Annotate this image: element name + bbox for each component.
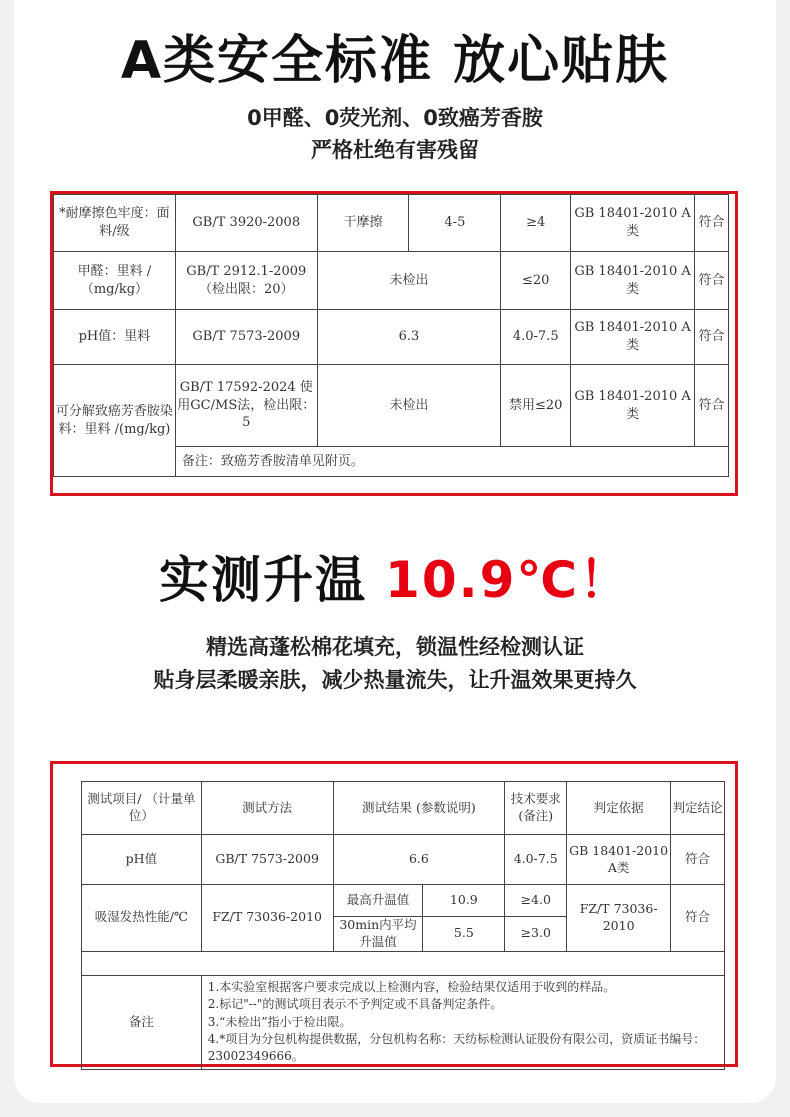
sub-item-cell: 30min内平均升温值 bbox=[333, 917, 423, 952]
item-cell: 吸湿发热性能/℃ bbox=[82, 885, 202, 952]
section-line-1: 精选高蓬松棉花填充，锁温性经检测认证 bbox=[206, 635, 584, 659]
item-cell: pH值：里料 bbox=[54, 310, 176, 365]
sub-item-cell: 最高升温值 bbox=[333, 885, 423, 917]
method-cell: GB/T 17592-2024 使用GC/MS法，检出限：5 bbox=[175, 365, 317, 447]
result-cell: 4-5 bbox=[409, 195, 501, 252]
basis-cell: GB 18401-2010 A类 bbox=[567, 835, 671, 885]
header-result: 测试结果 (参数说明) bbox=[333, 782, 505, 835]
verdict-cell: 符合 bbox=[694, 252, 728, 310]
basis-cell: FZ/T 73036-2010 bbox=[567, 885, 671, 952]
requirement-cell: 4.0-7.5 bbox=[501, 310, 571, 365]
method-cell: FZ/T 73036-2010 bbox=[201, 885, 333, 952]
note-line: 4.*项目为分包机构提供数据，分包机构名称：天纺标检测认证股份有限公司，资质证书编号：23002349666。 bbox=[207, 1031, 706, 1064]
note-line: 2.标记"--"的测试项目表示不予判定或不具备判定条件。 bbox=[207, 997, 503, 1012]
requirement-cell: ≥4 bbox=[501, 195, 571, 252]
table-row bbox=[54, 310, 729, 365]
subtitle-line-1: 0甲醛、0荧光剂、0致癌芳香胺 bbox=[247, 106, 543, 130]
verdict-cell: 符合 bbox=[671, 835, 725, 885]
result-cell: 10.9 bbox=[423, 885, 505, 917]
method-cell: GB/T 3920-2008 bbox=[175, 195, 317, 252]
method-cell: GB/T 7573-2009 bbox=[201, 835, 333, 885]
note-cell: 备注：致癌芳香胺清单见附页。 bbox=[175, 447, 728, 477]
requirement-cell: 4.0-7.5 bbox=[505, 835, 567, 885]
method-cell: GB/T 2912.1-2009 （检出限：20） bbox=[175, 252, 317, 310]
section-line-2: 贴身层柔暖亲肤，减少热量流失，让升温效果更持久 bbox=[153, 668, 637, 692]
notes-row bbox=[82, 975, 725, 1069]
note-line: 1.本实验室根据客户要求完成以上检测内容，检验结果仅适用于收到的样品。 bbox=[207, 979, 616, 994]
item-cell: *耐摩擦色牢度：面料/级 bbox=[54, 195, 176, 252]
temperature-highlight: 10.9℃！ bbox=[385, 551, 631, 609]
verdict-cell: 符合 bbox=[694, 310, 728, 365]
test-report-table-2 bbox=[50, 761, 738, 1067]
test-report-table-1 bbox=[50, 191, 738, 496]
result-cell: 未检出 bbox=[317, 365, 501, 447]
item-cell: 甲醛：里料 /（mg/kg） bbox=[54, 252, 176, 310]
verdict-cell: 符合 bbox=[694, 365, 728, 447]
section-title-text: 实测升温 bbox=[159, 551, 368, 609]
method-cell: GB/T 7573-2009 bbox=[175, 310, 317, 365]
item-cell: 可分解致癌芳香胺染料：里料 /(mg/kg) bbox=[54, 365, 176, 477]
requirement-cell: ≥3.0 bbox=[505, 917, 567, 952]
basis-cell: GB 18401-2010 A类 bbox=[571, 195, 695, 252]
table-header-row bbox=[82, 782, 725, 835]
table-row bbox=[54, 195, 729, 252]
header-basis: 判定依据 bbox=[567, 782, 671, 835]
table-row bbox=[82, 835, 725, 885]
spacer-cell bbox=[82, 951, 725, 975]
table-row bbox=[54, 365, 729, 447]
result-cell: 6.6 bbox=[333, 835, 505, 885]
item-cell: pH值 bbox=[82, 835, 202, 885]
heat-test-table bbox=[81, 781, 725, 1070]
sub-item-cell: 干摩擦 bbox=[317, 195, 409, 252]
header-requirement: 技术要求 (备注) bbox=[505, 782, 567, 835]
table-row bbox=[54, 252, 729, 310]
basis-cell: GB 18401-2010 A类 bbox=[571, 365, 695, 447]
basis-cell: GB 18401-2010 A类 bbox=[571, 310, 695, 365]
result-cell: 5.5 bbox=[423, 917, 505, 952]
table-row bbox=[82, 885, 725, 917]
header-verdict: 判定结论 bbox=[671, 782, 725, 835]
header-method: 测试方法 bbox=[201, 782, 333, 835]
page-title: A类安全标准 放心贴肤 bbox=[120, 31, 670, 91]
result-cell: 6.3 bbox=[317, 310, 501, 365]
subtitle-line-2: 严格杜绝有害残留 bbox=[311, 138, 479, 162]
basis-cell: GB 18401-2010 A类 bbox=[571, 252, 695, 310]
requirement-cell: ≤20 bbox=[501, 252, 571, 310]
result-cell: 未检出 bbox=[317, 252, 501, 310]
requirement-cell: ≥4.0 bbox=[505, 885, 567, 917]
header-item: 测试项目/ （计量单位） bbox=[82, 782, 202, 835]
safety-test-table bbox=[53, 194, 729, 477]
notes-cell bbox=[201, 975, 724, 1069]
verdict-cell: 符合 bbox=[671, 885, 725, 952]
note-line: 3.“未检出”指小于检出限。 bbox=[207, 1014, 352, 1029]
verdict-cell: 符合 bbox=[694, 195, 728, 252]
spacer-row bbox=[82, 951, 725, 975]
requirement-cell: 禁用≤20 bbox=[501, 365, 571, 447]
section-title bbox=[0, 540, 790, 612]
notes-label: 备注 bbox=[82, 975, 202, 1069]
